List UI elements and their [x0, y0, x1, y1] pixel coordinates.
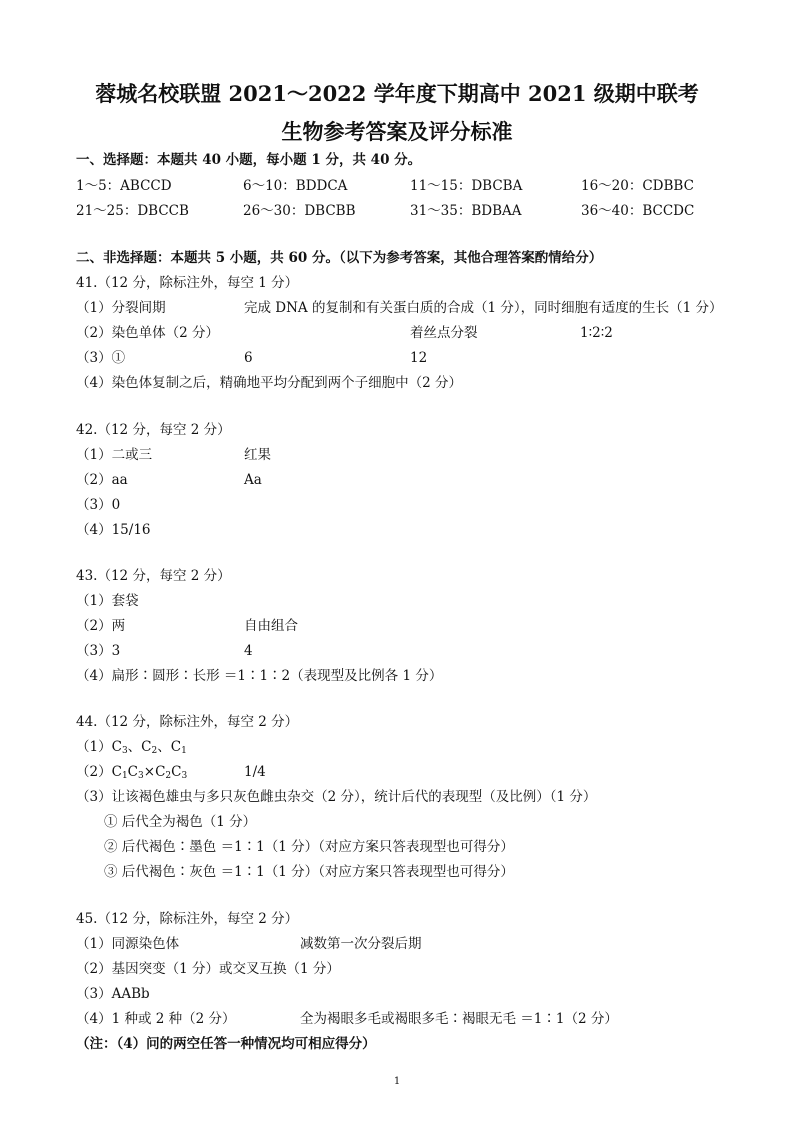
- answer-cell: 1～5：ABCCD: [76, 178, 172, 194]
- q41-heading: 41.（12 分，除标注外，每空 1 分）: [76, 275, 299, 291]
- page-title: 蓉城名校联盟 2021～2022 学年度下期高中 2021 级期中联考: [95, 81, 699, 106]
- answer-cell: 11～15：DBCBA: [410, 178, 523, 194]
- allele-letter: C: [171, 764, 182, 780]
- answer-cell: 21～25：DBCCB: [76, 203, 189, 219]
- section2-heading: 二、非选择题：本题共 5 小题，共 60 分。（以下为参考答案，其他合理答案酌情给分）: [76, 250, 603, 266]
- answer-text: 12: [410, 350, 428, 366]
- answer-text: （1）二或三: [76, 447, 153, 463]
- allele-letter: C: [127, 764, 139, 780]
- q44-case1: ① 后代全为褐色（1 分）: [104, 814, 257, 830]
- answer-text: （1）同源染色体: [76, 936, 180, 952]
- separator: 、: [157, 739, 171, 755]
- answer-cell: 36～40：BCCDC: [581, 203, 695, 219]
- q44-heading: 44.（12 分，除标注外，每空 2 分）: [76, 714, 299, 730]
- allele-subscript: 3: [181, 771, 188, 781]
- q44-part3: （3）让该褐色雄虫与多只灰色雌虫杂交（2 分），统计后代的表现型（及比例）（1 分）: [76, 789, 597, 805]
- allele-subscript: 2: [165, 771, 172, 781]
- answer-text: （3）3: [76, 643, 121, 659]
- allele-letter: C: [155, 764, 166, 780]
- allele-subscript: 2: [151, 746, 158, 756]
- allele-letter: C: [111, 739, 122, 755]
- answer-text: 1∶2∶2: [580, 325, 613, 341]
- allele-letter: C: [141, 739, 152, 755]
- q43-part4: （4）扁形∶圆形∶长形 ＝1∶1∶2（表现型及比例各 1 分）: [76, 668, 443, 684]
- genotype-cross: [76, 763, 187, 781]
- answer-text: 完成 DNA 的复制和有关蛋白质的合成（1 分），同时细胞有适度的生长（1 分）: [244, 300, 723, 316]
- answer-text: 着丝点分裂: [410, 325, 478, 341]
- answer-text: 4: [244, 643, 253, 659]
- answer-cell: 31～35：BDBAA: [410, 203, 522, 219]
- q45-note: （注：（4）问的两空任答一种情况均可相应得分）: [76, 1036, 376, 1052]
- q42-part3: （3）0: [76, 497, 121, 513]
- q43-heading: 43.（12 分，每空 2 分）: [76, 568, 231, 584]
- answer-text: Aa: [244, 472, 262, 488]
- allele-subscript: 1: [121, 771, 128, 781]
- answer-text: 红果: [244, 447, 271, 463]
- answer-text: 全为褐眼多毛或褐眼多毛∶褐眼无毛 ＝1∶1（2 分）: [300, 1011, 618, 1027]
- q44-case2: ② 后代褐色∶墨色 ＝1∶1（1 分）（对应方案只答表现型也可得分）: [104, 839, 514, 855]
- answer-cell: 6～10：BDDCA: [243, 178, 348, 194]
- answer-cell: 16～20：CDBBC: [581, 178, 694, 194]
- answer-text: 1/4: [244, 764, 266, 780]
- page-number: 1: [393, 1076, 401, 1087]
- separator: 、: [127, 739, 142, 755]
- allele-subscript: 3: [121, 746, 128, 756]
- q45-part3: （3）AABb: [76, 986, 150, 1002]
- q41-part4: （4）染色体复制之后，精确地平均分配到两个子细胞中（2 分）: [76, 375, 462, 391]
- allele-subscript: 1: [181, 746, 187, 756]
- q44-case3: ③ 后代褐色∶灰色 ＝1∶1（1 分）（对应方案只答表现型也可得分）: [104, 864, 514, 880]
- answer-text: （3）①: [76, 350, 126, 366]
- section1-heading: 一、选择题：本题共 40 小题，每小题 1 分，共 40 分。: [76, 152, 422, 168]
- answer-text: （1）: [76, 739, 112, 755]
- answer-text: （2）aa: [76, 472, 128, 488]
- answer-text: 减数第一次分裂后期: [300, 936, 422, 952]
- q45-heading: 45.（12 分，除标注外，每空 2 分）: [76, 911, 299, 927]
- answer-text: （4）1 种或 2 种（2 分）: [76, 1011, 236, 1027]
- allele-letter: C: [170, 739, 182, 755]
- allele-letter: C: [111, 764, 122, 780]
- answer-text: （2）染色单体（2 分）: [76, 325, 219, 341]
- answer-cell: 26～30：DBCBB: [243, 203, 356, 219]
- answer-text: 自由组合: [244, 618, 298, 634]
- q42-heading: 42.（12 分，每空 2 分）: [76, 422, 231, 438]
- allele-subscript: 3: [138, 771, 144, 781]
- page-subtitle: 生物参考答案及评分标准: [281, 119, 513, 144]
- q44-part1: [76, 738, 187, 756]
- q43-part1: （1）套袋: [76, 593, 139, 609]
- cross-symbol: ×: [143, 764, 156, 780]
- answer-text: （2）: [76, 764, 112, 780]
- q42-part4: （4）15/16: [76, 522, 151, 538]
- answer-text: （2）两: [76, 618, 126, 634]
- answer-text: （1）分裂间期: [76, 300, 166, 316]
- q45-part2: （2）基因突变（1 分）或交叉互换（1 分）: [76, 961, 340, 977]
- answer-text: 6: [244, 350, 253, 366]
